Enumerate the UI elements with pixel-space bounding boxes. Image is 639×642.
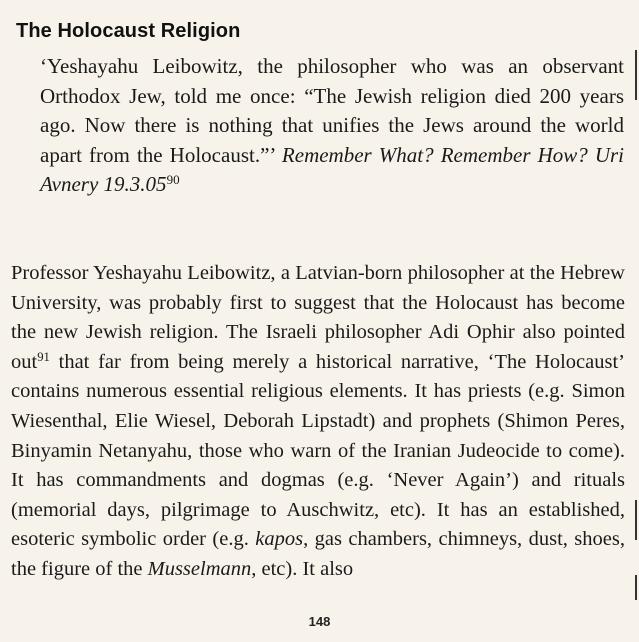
term-musselmann: Musselmann (147, 557, 252, 580)
epigraph-text: ‘Yeshayahu Leibowitz, the philosopher who was an observant Orthodox Jew, told me once: “The Jewish religion died 200 years ago. Now there is nothing that unifies the Jews around the world apart from the Holocaust.”’ (40, 54, 624, 167)
paragraph-text-3: , gas chambers, chimneys, dust, shoes, the figure of the (11, 528, 625, 580)
epigraph-source: Remember What? Remember How? Uri Avnery 19.3.05 (40, 142, 624, 196)
footnote-marker-91: 91 (37, 349, 50, 364)
section-heading: The Holocaust Religion (16, 20, 241, 42)
margin-edge-mark (635, 50, 637, 100)
page-number: 148 (308, 614, 331, 629)
margin-edge-mark (635, 575, 637, 600)
margin-edge-mark (635, 500, 637, 540)
epigraph-quote (40, 52, 624, 200)
body-paragraph (11, 259, 625, 585)
paragraph-text-2: that far from being merely a historical narrative, ‘The Holocaust’ contains numerous essential religious elements. It has priests (e.g. Simon Wiesenthal, Elie Wiesel, Deborah Lipstadt) and prophets (Shimon Peres, Binyamin Netanyahu, those who warn of the Iranian Judeocide to come). It has commandments and dogmas (e.g. ‘Never Again’) and rituals (memorial days, pilgrimage to Auschwitz, etc). It has an established, esoteric symbolic order (e.g. (11, 350, 625, 551)
footnote-marker-90: 90 (166, 171, 180, 187)
paragraph-text-1: Professor Yeshayahu Leibowitz, a Latvian-born philosopher at the Hebrew University, was probably first to suggest that the Holocaust has become the new Jewish religion. The Israeli philosopher Adi Ophir also pointed out (11, 262, 625, 373)
paragraph-text-4: , etc). It also (251, 557, 354, 580)
term-kapos: kapos (255, 528, 304, 551)
